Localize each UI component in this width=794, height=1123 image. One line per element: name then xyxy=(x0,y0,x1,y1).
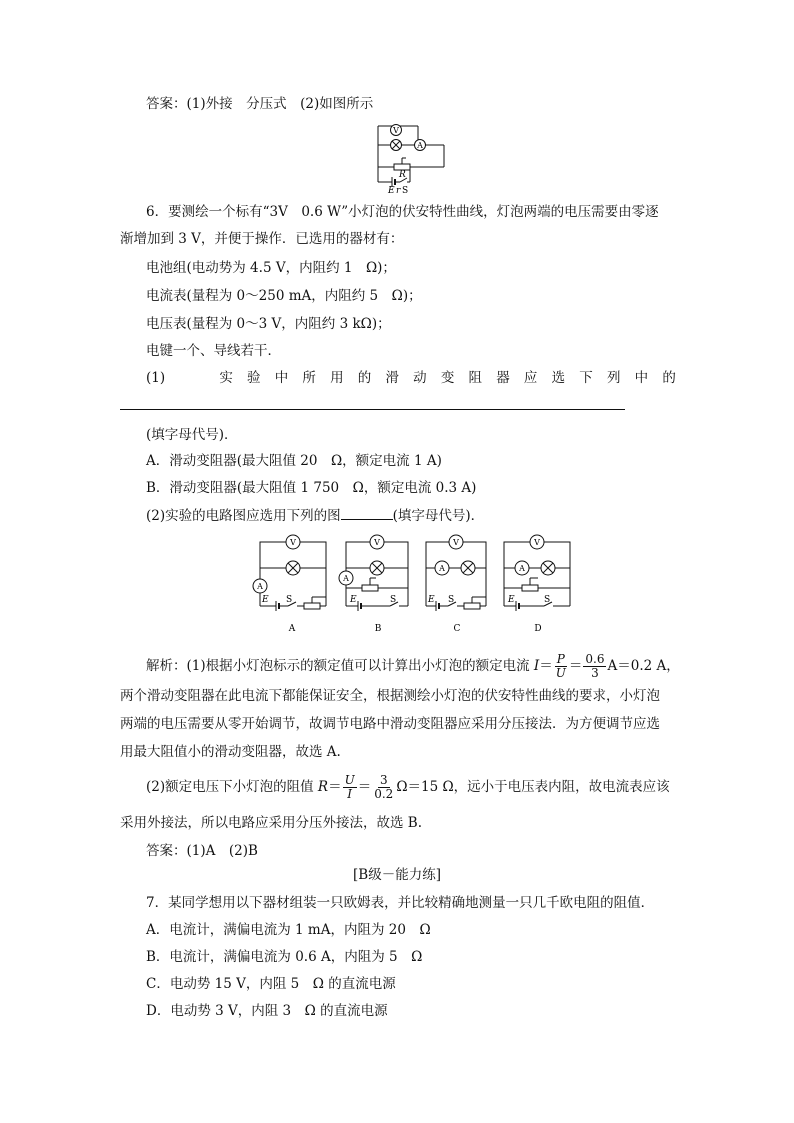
circuit-label-d: D xyxy=(534,624,542,634)
equip-switch-wires: 电键一个、导线若干． xyxy=(146,343,281,359)
analysis-p1-line2: 两个滑动变阻器在此电流下都能保证安全，根据测绘小灯泡的伏安特性曲线的要求，小灯泡 xyxy=(120,688,660,704)
circuit-a-ammeter: A xyxy=(257,582,263,591)
q7-option-d: D．电动势 3 V，内阻 3 Ω 的直流电源 xyxy=(146,1003,388,1019)
circuit-d-ammeter: A xyxy=(519,564,525,573)
circuit-b-switch: S xyxy=(390,595,397,605)
sub2-blank[interactable] xyxy=(341,505,393,520)
circuit-a-voltmeter: V xyxy=(290,538,296,547)
analysis-p2-line2: 采用外接法，所以电路应采用分压外接法，故选 B. xyxy=(120,815,423,831)
circuit-d-voltmeter: V xyxy=(534,538,540,547)
analysis-p1-line4: 用最大阻值小的滑动变阻器，故选 A. xyxy=(120,744,341,760)
emf-label: E xyxy=(388,186,395,194)
circuit-label-c: C xyxy=(453,624,461,634)
section-heading: [B级－能力练] xyxy=(353,867,441,883)
circuit-options xyxy=(250,530,580,636)
circuit-b-emf: E xyxy=(350,595,357,605)
sub1-char: 动 xyxy=(413,370,427,386)
sub1-char: 变 xyxy=(440,370,455,386)
circuit-c-emf: E xyxy=(428,595,435,605)
internal-resistance-label: r xyxy=(396,186,401,194)
circuit-a-emf: E xyxy=(262,595,269,605)
sub1-char: 所 xyxy=(302,370,316,386)
q5-answer: 答案：(1)外接 分压式 (2)如图所示 xyxy=(146,96,374,112)
circuit-b-voltmeter: V xyxy=(374,538,380,547)
sub1-char: 中 xyxy=(634,370,649,386)
q6-answer: 答案：(1)A (2)B xyxy=(146,843,258,859)
equip-voltmeter: 电压表(量程为 0～3 V，内阻约 3 kΩ)； xyxy=(146,316,391,332)
voltmeter-symbol: V xyxy=(393,126,399,135)
sub1-char: 验 xyxy=(247,370,261,386)
q6-sub2: (2)实验的电路图应选用下列的图 (填字母代号)． xyxy=(146,505,484,526)
q7-option-a: A．电流计，满偏电流为 1 mA，内阻为 20 Ω xyxy=(146,922,431,938)
q6-sub1 xyxy=(146,368,676,388)
sub1-char: 滑 xyxy=(385,370,399,386)
fraction-u-over-i: $\frac{U}{I}$ xyxy=(344,773,355,801)
fraction-06-over-3: $\frac{0.6}{3}$ xyxy=(585,652,605,680)
option-b: B．滑动变阻器(最大阻值 1 750 Ω，额定电流 0.3 A) xyxy=(146,480,477,496)
analysis-p1-line3: 两端的电压需要从零开始调节，故调节电路中滑动变阻器应采用分压接法．为方便调节应选 xyxy=(120,716,660,732)
q7-option-b: B．电流计，满偏电流为 0.6 A，内阻为 5 Ω xyxy=(146,949,423,965)
circuit-label-b: B xyxy=(374,624,382,634)
switch-label: S xyxy=(402,186,409,194)
equip-battery: 电池组(电动势为 4.5 V，内阻约 1 Ω)； xyxy=(146,260,396,276)
q6-line2: 渐增加到 3 V，并便于操作．已选用的器材有： xyxy=(120,231,404,247)
sub1-char: 选 xyxy=(551,370,566,386)
circuit-b-ammeter: A xyxy=(343,574,349,583)
sub1-char: 列 xyxy=(606,370,621,386)
sub1-number: (1) xyxy=(146,370,166,386)
sub1-char: 的 xyxy=(662,370,676,386)
rheostat-label: R xyxy=(399,170,406,180)
equip-ammeter: 电流表(量程为 0～250 mA，内阻约 5 Ω)； xyxy=(146,288,422,304)
analysis-p1-line1: 解析：(1)根据小灯泡标示的额定值可以计算出小灯泡的额定电流 I＝ $\frac{P}{U}$ ＝ $\frac{0.6}{3}$ A＝0.2 A， xyxy=(146,652,680,680)
fraction-p-over-u: $\frac{P}{U}$ xyxy=(555,652,566,680)
circuit-label-a: A xyxy=(288,624,296,634)
sub1-char: 中 xyxy=(274,370,289,386)
q7-option-c: C．电动势 15 V，内阻 5 Ω 的直流电源 xyxy=(146,976,396,992)
ammeter-symbol: A xyxy=(417,141,423,150)
answer-blank-line[interactable] xyxy=(120,409,625,410)
answer-circuit-diagram xyxy=(370,122,452,194)
q7-stem: 7．某同学想用以下器材组装一只欧姆表，并比较精确地测量一只几千欧电阻的阻值． xyxy=(146,895,655,911)
sub1-char: 用 xyxy=(330,370,344,386)
option-a: A．滑动变阻器(最大阻值 20 Ω，额定电流 1 A) xyxy=(146,453,442,469)
sub1-char: 实 xyxy=(219,370,233,386)
circuit-c-voltmeter: V xyxy=(453,538,459,547)
circuit-c-switch: S xyxy=(448,595,455,605)
circuit-a-switch: S xyxy=(286,595,293,605)
circuit-d-emf: E xyxy=(508,595,515,605)
fraction-3-over-02: $\frac{3}{0.2}$ xyxy=(374,773,394,801)
sub1-char: 应 xyxy=(523,370,538,386)
sub1-char: 下 xyxy=(579,370,593,386)
analysis-p2-line1: (2)额定电压下小灯泡的阻值 R＝ $\frac{U}{I}$ ＝ $\frac{3}{0.2}$ Ω＝15 Ω，远小于电压表内阻，故电流表应该 xyxy=(146,773,670,801)
circuit-d-switch: S xyxy=(544,595,551,605)
circuit-c-ammeter: A xyxy=(439,564,445,573)
sub1-tail: (填字母代号)． xyxy=(146,427,238,443)
sub1-char: 阻 xyxy=(468,370,482,386)
q6-line1: 6．要测绘一个标有“3V 0.6 W”小灯泡的伏安特性曲线，灯泡两端的电压需要由零逐 xyxy=(146,204,659,220)
sub1-char: 的 xyxy=(357,370,372,386)
sub1-char: 器 xyxy=(496,370,510,386)
